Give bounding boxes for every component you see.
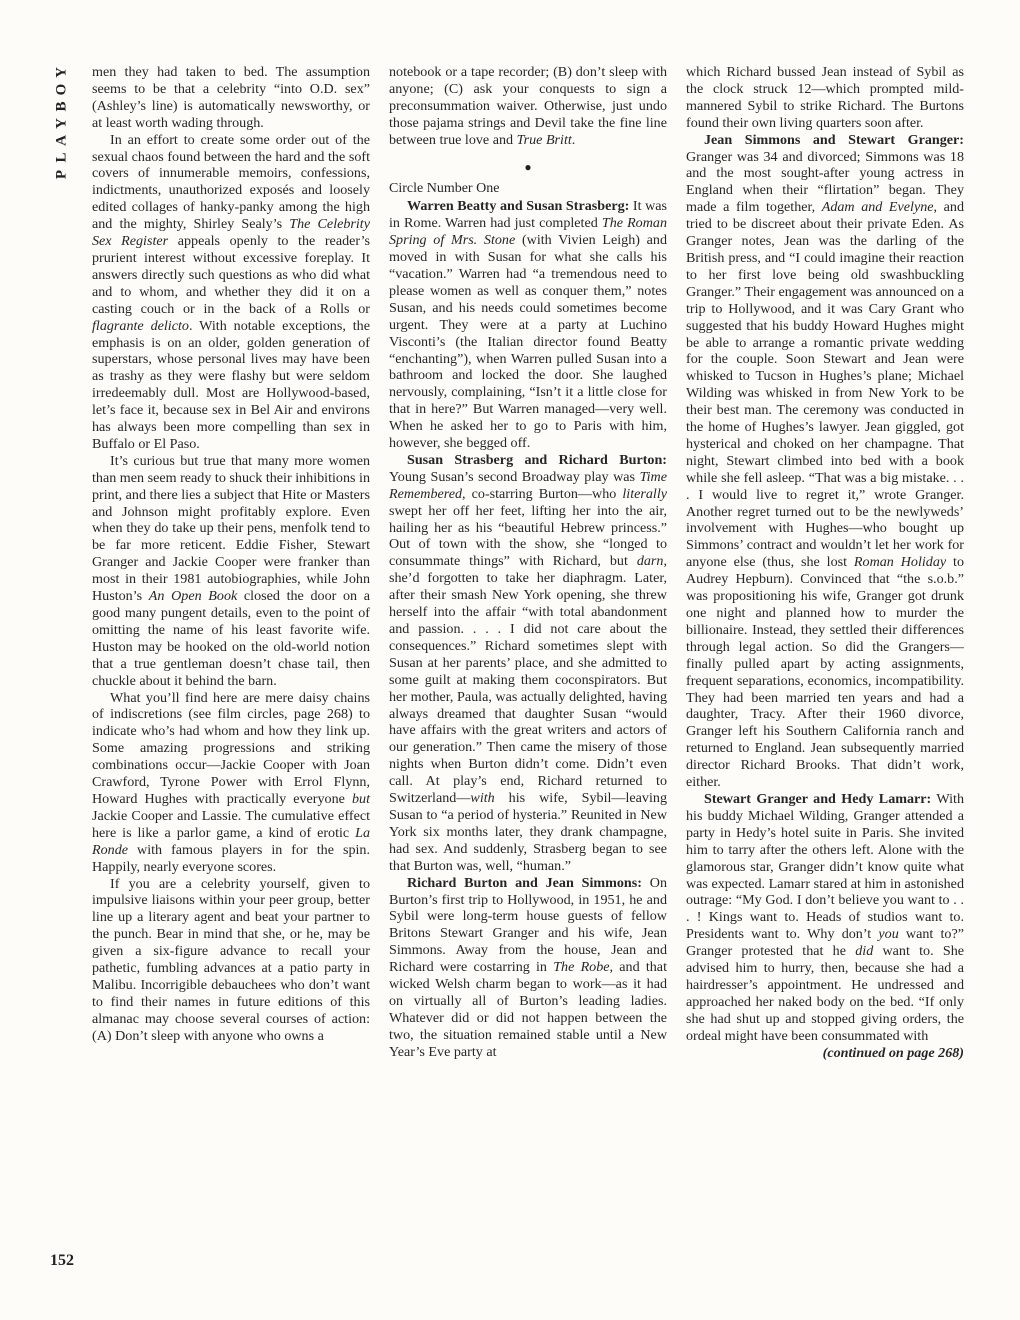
running-head-letter: O	[53, 83, 70, 96]
continued-note: (continued on page 268)	[822, 1044, 964, 1061]
paragraph: What you’ll find here are mere daisy chains of indiscretions (see film circles, page 268) to indicate who’s had whom and how they link up. Some amazing progressions and striking combinations occur—Jackie Cooper with Joan Crawford, Tyrone Power with Errol Flynn, Howard Hughes with practically everyone but Jackie Cooper and Lassie. The cumulative effect here is like a parlor game, a kind of erotic La Ronde with famous players in for the spin. Happily, nearly everyone scores.	[92, 689, 370, 875]
entry-paragraph: Stewart Granger and Hedy Lamarr: With his buddy Michael Wilding, Granger attended a party in Hedy’s hotel suite in Paris. She invited him to tarry after the others left. Alone with the glamorous star, Granger didn’t know quite what was expected. Lamarr stared at him in astonished outrage: “My God. I don’t believe you want to . . . ! Kings want to. Heads of studios want to. Presidents want to. Why don’t you want to?” Granger protested that he did want to. She advised him to hurry, then, because she had a hairdresser’s appointment. He undressed and approached her naked body on the bed. “If only she had shut up and stopped giving orders, the ordeal might have been consummated with	[686, 790, 964, 1044]
running-head-letter: L	[53, 152, 70, 163]
paragraph: notebook or a tape recorder; (B) don’t sleep with anyone; (C) ask your conquests to sign a preconsummation waiver. Otherwise, just undo those pajama strings and Devil take the fine line between true love and True Britt.	[389, 64, 667, 148]
entry-paragraph: Warren Beatty and Susan Strasberg: It was in Rome. Warren had just completed The Roman Spring of Mrs. Stone (with Vivien Leigh) and moved in with Susan for what she calls his “vacation.” Warren had “a tremendous need to please women as well as conquer them,” notes Susan, and his needs could sometimes become urgent. They were at a party at Luchino Visconti’s (the Italian director found Beatty “enchanting”), when Warren pulled Susan into a bathroom and locked the door. She laughed nervously, complaining, “Isn’t it a little close for that in here?” But Warren managed—very well. When he asked her to go to Paris with him, however, she begged off.	[389, 198, 668, 452]
column-2	[389, 64, 667, 1061]
running-head-letter: P	[53, 169, 70, 180]
running-head-letter: Y	[53, 67, 70, 78]
paragraph: men they had taken to bed. The assumption seems to be that a celebrity “into O.D. sex” (Ashley’s line) is automatically newsworthy, or at least worth wading through.	[92, 64, 370, 131]
paragraph: which Richard bussed Jean instead of Sybil as the clock struck 12—which prompted mild-mannered Sybil to strike Richard. The Burtons found their own living quarters soon after.	[686, 64, 964, 131]
entry-paragraph: Susan Strasberg and Richard Burton: Young Susan’s second Broadway play was Time Remembered, co-starring Burton—who literally swept her off her feet, lifting her into the air, hailing her as his “beautiful Hebrew princess.” Out of town with the show, she “longed to consummate things” with Richard, but darn, she’d forgotten to take her diaphragm. Later, after their smash New York opening, she threw herself into the affair “with total abandonment and passion. . . . I did not care about the consequences.” Richard sometimes slept with Susan at her parents’ place, and she admitted to some guilt at making them coconspirators. But her mother, Paula, was actually delighted, having always dreamed that daughter Susan “would have affairs with the great writers and actors of our generation.” Then came the misery of those nights when Burton didn’t come. Didn’t even call. At play’s end, Richard returned to Switzerland—with his wife, Sybil—leaving Susan to “a period of hysteria.” Reunited in New York six months later, they drank champagne, had sex. And suddenly, Strasberg began to see that Burton was, well, “human.”	[389, 451, 667, 874]
paragraph: It’s curious but true that many more women than men seem ready to shuck their inhibitions in print, and there lies a subject that Hite or Masters and Johnson might profitably explore. Even when they do take up their pens, menfolk tend to be far more reticent. Eddie Fisher, Stewart Granger and Jackie Cooper were franker than most in their 1981 autobiographies, while John Huston’s An Open Book closed the door on a good many pungent details, even to the point of omitting the name of his least favorite wife. Huston may be hooked on the old-world notion that a true gentleman doesn’t chase tail, then chuckle about it behind the barn.	[92, 452, 370, 689]
running-head-letter: Y	[53, 118, 70, 129]
running-head-letter: B	[53, 101, 70, 112]
section-bullet: ●	[524, 159, 532, 174]
entry-paragraph: Jean Simmons and Stewart Granger: Granger was 34 and divorced; Simmons was 18 and the most sought-after young actress in England when their “flirtation” began. They made a film together, Adam and Evelyne, and tried to be discreet about their private Eden. As Granger notes, Jean was the darling of the British press, and “I could imagine their reaction to her first love being old swashbuckling Granger.” Their engagement was announced on a trip to Hollywood, and it was Cary Grant who suggested that his buddy Howard Hughes might be able to arrange a romantic private wedding for the couple. Soon Stewart and Jean were whisked to Tucson in Hughes’s plane; Michael Wilding was whisked in from New York to be their best man. The ceremony was conducted in the home of Hughes’s lawyer. Jean giggled, got hysterical and choked on her champagne. That night, Stewart climbed into bed with a book while she fell asleep. “That was a big mistake. . . . I would live to regret it,” wrote Granger. Another regret turned out to be the newlyweds’ involvement with Hughes—who bought up Simmons’ contract and wouldn’t let her work for anyone else (thus, she lost Roman Holiday to Audrey Hepburn). Convinced that “the s.o.b.” was propositioning his wife, Granger got drunk one night and planned how to murder the billionaire. Instead, they settled their differences through legal action. So did the Grangers—finally pulled apart by acting assignments, frequent separations, economics, incompatibility. They had been married ten years and had a daughter, Tracy. After their 1960 divorce, Granger left his Southern California ranch and returned to England. Jean subsequently married director Richard Brooks. That didn’t work, either.	[686, 131, 965, 791]
paragraph: If you are a celebrity yourself, given to impulsive liaisons within your peer group, better line up a literary agent and beat your partner to the punch. Bear in mind that she, or he, may be given a six-figure advance to recall your pathetic, fumbling advances at a patio party in Malibu. Incorrigible debauchees who don’t want to find their names in future editions of this almanac may choose several courses of action: (A) Don’t sleep with anyone who owns a	[92, 875, 370, 1044]
running-head	[50, 64, 74, 183]
running-head-letter: A	[53, 135, 70, 146]
page-number: 152	[50, 1252, 74, 1269]
column-3	[686, 64, 964, 1061]
section-heading: Circle Number One	[389, 181, 500, 197]
entry-paragraph: Richard Burton and Jean Simmons: On Burton’s first trip to Hollywood, in 1951, he and Sybil were long-term house guests of fellow Britons Stewart Granger and his wife, Jean Simmons. Away from the house, Jean and Richard were costarring in The Robe, and that wicked Welsh charm began to work—as it had on virtually all of Burton’s leading ladies. Whatever did or did not happen between the two, the situation remained stable until a New Year’s Eve party at	[389, 874, 668, 1060]
column-1	[92, 64, 370, 1045]
paragraph: In an effort to create some order out of the sexual chaos found between the hard and the soft covers of innumerable memoirs, confessions, indictments, unauthorized exposés and loosely edited collages of hanky-panky among the high and the mighty, Shirley Sealy’s The Celebrity Sex Register appeals openly to the reader’s prurient interest without excessive foreplay. It answers directly such questions as who did what and to whom, and whether they did it on a casting couch or in the back of a Rolls or flagrante delicto. With notable exceptions, the emphasis is on an older, golden generation of superstars, whose personal lives may have been as trashy as they were flashy but were seldom irredeemably dull. Most are Hollywood-based, let’s face it, because sex in Bel Air and environs has always been more compelling than sex in Buffalo or El Paso.	[92, 131, 370, 452]
